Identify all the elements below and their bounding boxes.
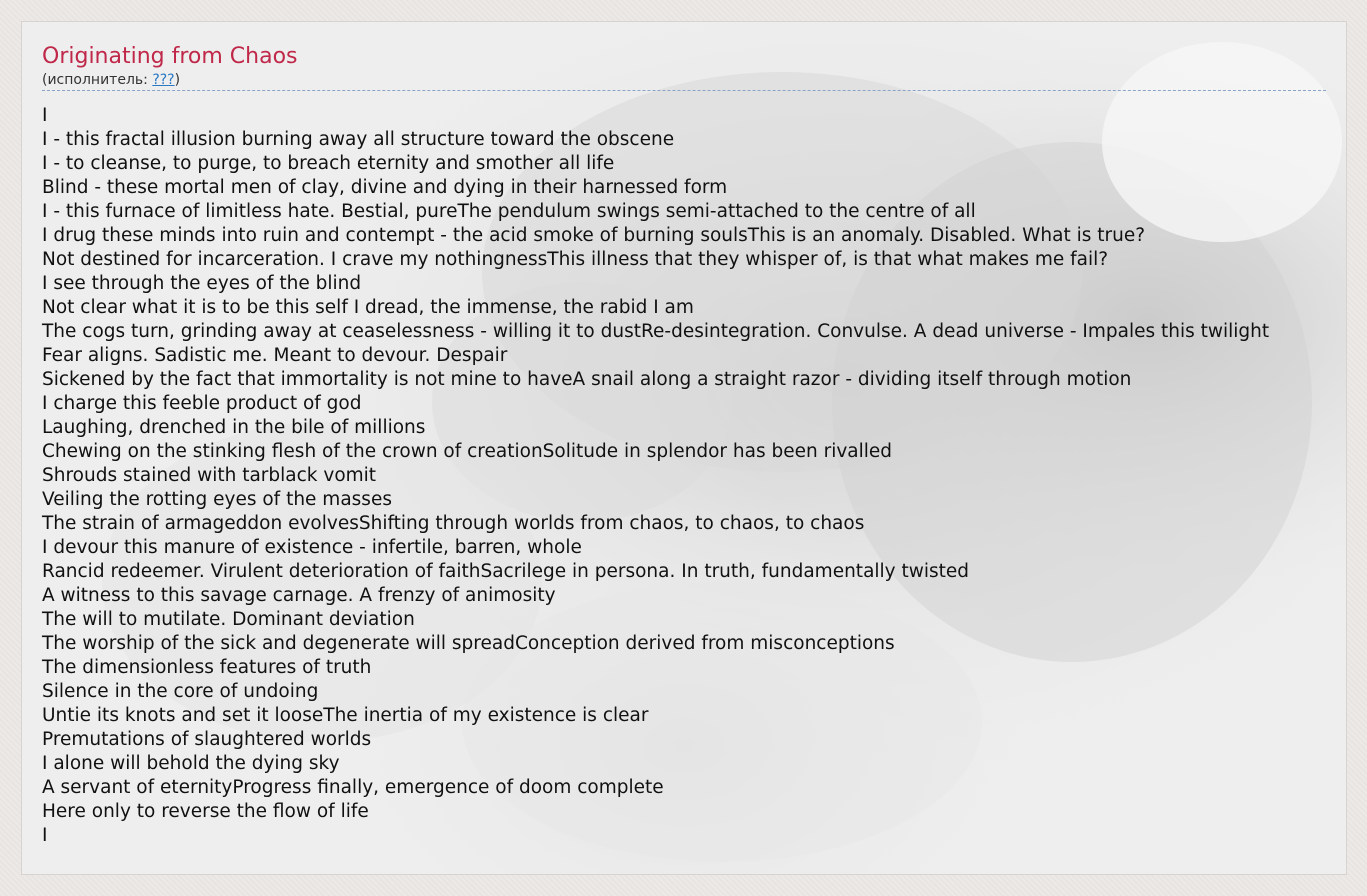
- lyric-line: I: [42, 105, 48, 126]
- lyric-line: I charge this feeble product of god: [42, 393, 362, 414]
- title-divider: [42, 90, 1326, 91]
- lyric-line: I - to cleanse, to purge, to breach eternity and smother all life: [42, 153, 615, 174]
- lyrics-text: [42, 104, 1346, 848]
- lyric-line: Veiling the rotting eyes of the masses: [42, 489, 392, 510]
- lyric-line: Blind - these mortal men of clay, divine and dying in their harnessed form: [42, 177, 728, 198]
- lyric-line: The strain of armageddon evolvesShifting through worlds from chaos, to chaos, to chaos: [42, 513, 865, 534]
- lyric-line: The cogs turn, grinding away at ceaselessness - willing it to dustRe-desintegration. Convulse. A dead universe - Impales this twilight: [42, 321, 1270, 342]
- lyric-line: Not destined for incarceration. I crave my nothingnessThis illness that they whisper of, is that what makes me fail?: [42, 249, 1109, 270]
- lyric-line: Chewing on the stinking flesh of the crown of creationSolitude in splendor has been rivalled: [42, 441, 893, 462]
- lyric-line: Fear aligns. Sadistic me. Meant to devour. Despair: [42, 345, 508, 366]
- lyric-line: A witness to this savage carnage. A frenzy of animosity: [42, 585, 556, 606]
- lyric-line: Here only to reverse the flow of life: [42, 801, 369, 822]
- song-title: Originating from Chaos: [42, 44, 298, 69]
- performer-suffix: ): [174, 72, 181, 88]
- lyric-line: Shrouds stained with tarblack vomit: [42, 465, 377, 486]
- lyric-line: Sickened by the fact that immortality is not mine to haveA snail along a straight razor - dividing itself through motion: [42, 369, 1132, 390]
- lyric-line: Untie its knots and set it looseThe inertia of my existence is clear: [42, 705, 649, 726]
- lyric-line: Silence in the core of undoing: [42, 681, 319, 702]
- performer-link[interactable]: ???: [152, 72, 175, 88]
- lyric-line: I see through the eyes of the blind: [42, 273, 362, 294]
- lyric-line: The dimensionless features of truth: [42, 657, 372, 678]
- lyric-line: Laughing, drenched in the bile of millions: [42, 417, 426, 438]
- lyric-line: The will to mutilate. Dominant deviation: [42, 609, 415, 630]
- lyric-line: A servant of eternityProgress finally, emergence of doom complete: [42, 777, 664, 798]
- lyric-line: Rancid redeemer. Virulent deterioration of faithSacrilege in persona. In truth, fundamentally twisted: [42, 561, 970, 582]
- lyric-line: I drug these minds into ruin and contempt - the acid smoke of burning soulsThis is an anomaly. Disabled. What is true?: [42, 225, 1146, 246]
- performer-prefix: (исполнитель:: [42, 72, 153, 88]
- lyric-line: I devour this manure of existence - infertile, barren, whole: [42, 537, 582, 558]
- lyric-line: I: [42, 825, 48, 846]
- lyric-line: Not clear what it is to be this self I dread, the immense, the rabid I am: [42, 297, 694, 318]
- lyrics-content: [22, 22, 1346, 848]
- lyrics-panel: [21, 21, 1347, 875]
- lyric-line: The worship of the sick and degenerate will spreadConception derived from misconceptions: [42, 633, 895, 654]
- lyric-line: I - this furnace of limitless hate. Bestial, pureThe pendulum swings semi-attached to the centre of all: [42, 201, 976, 222]
- lyric-line: I - this fractal illusion burning away all structure toward the obscene: [42, 129, 675, 150]
- lyric-line: I alone will behold the dying sky: [42, 753, 340, 774]
- lyric-line: Premutations of slaughtered worlds: [42, 729, 372, 750]
- performer-line: [42, 72, 1346, 88]
